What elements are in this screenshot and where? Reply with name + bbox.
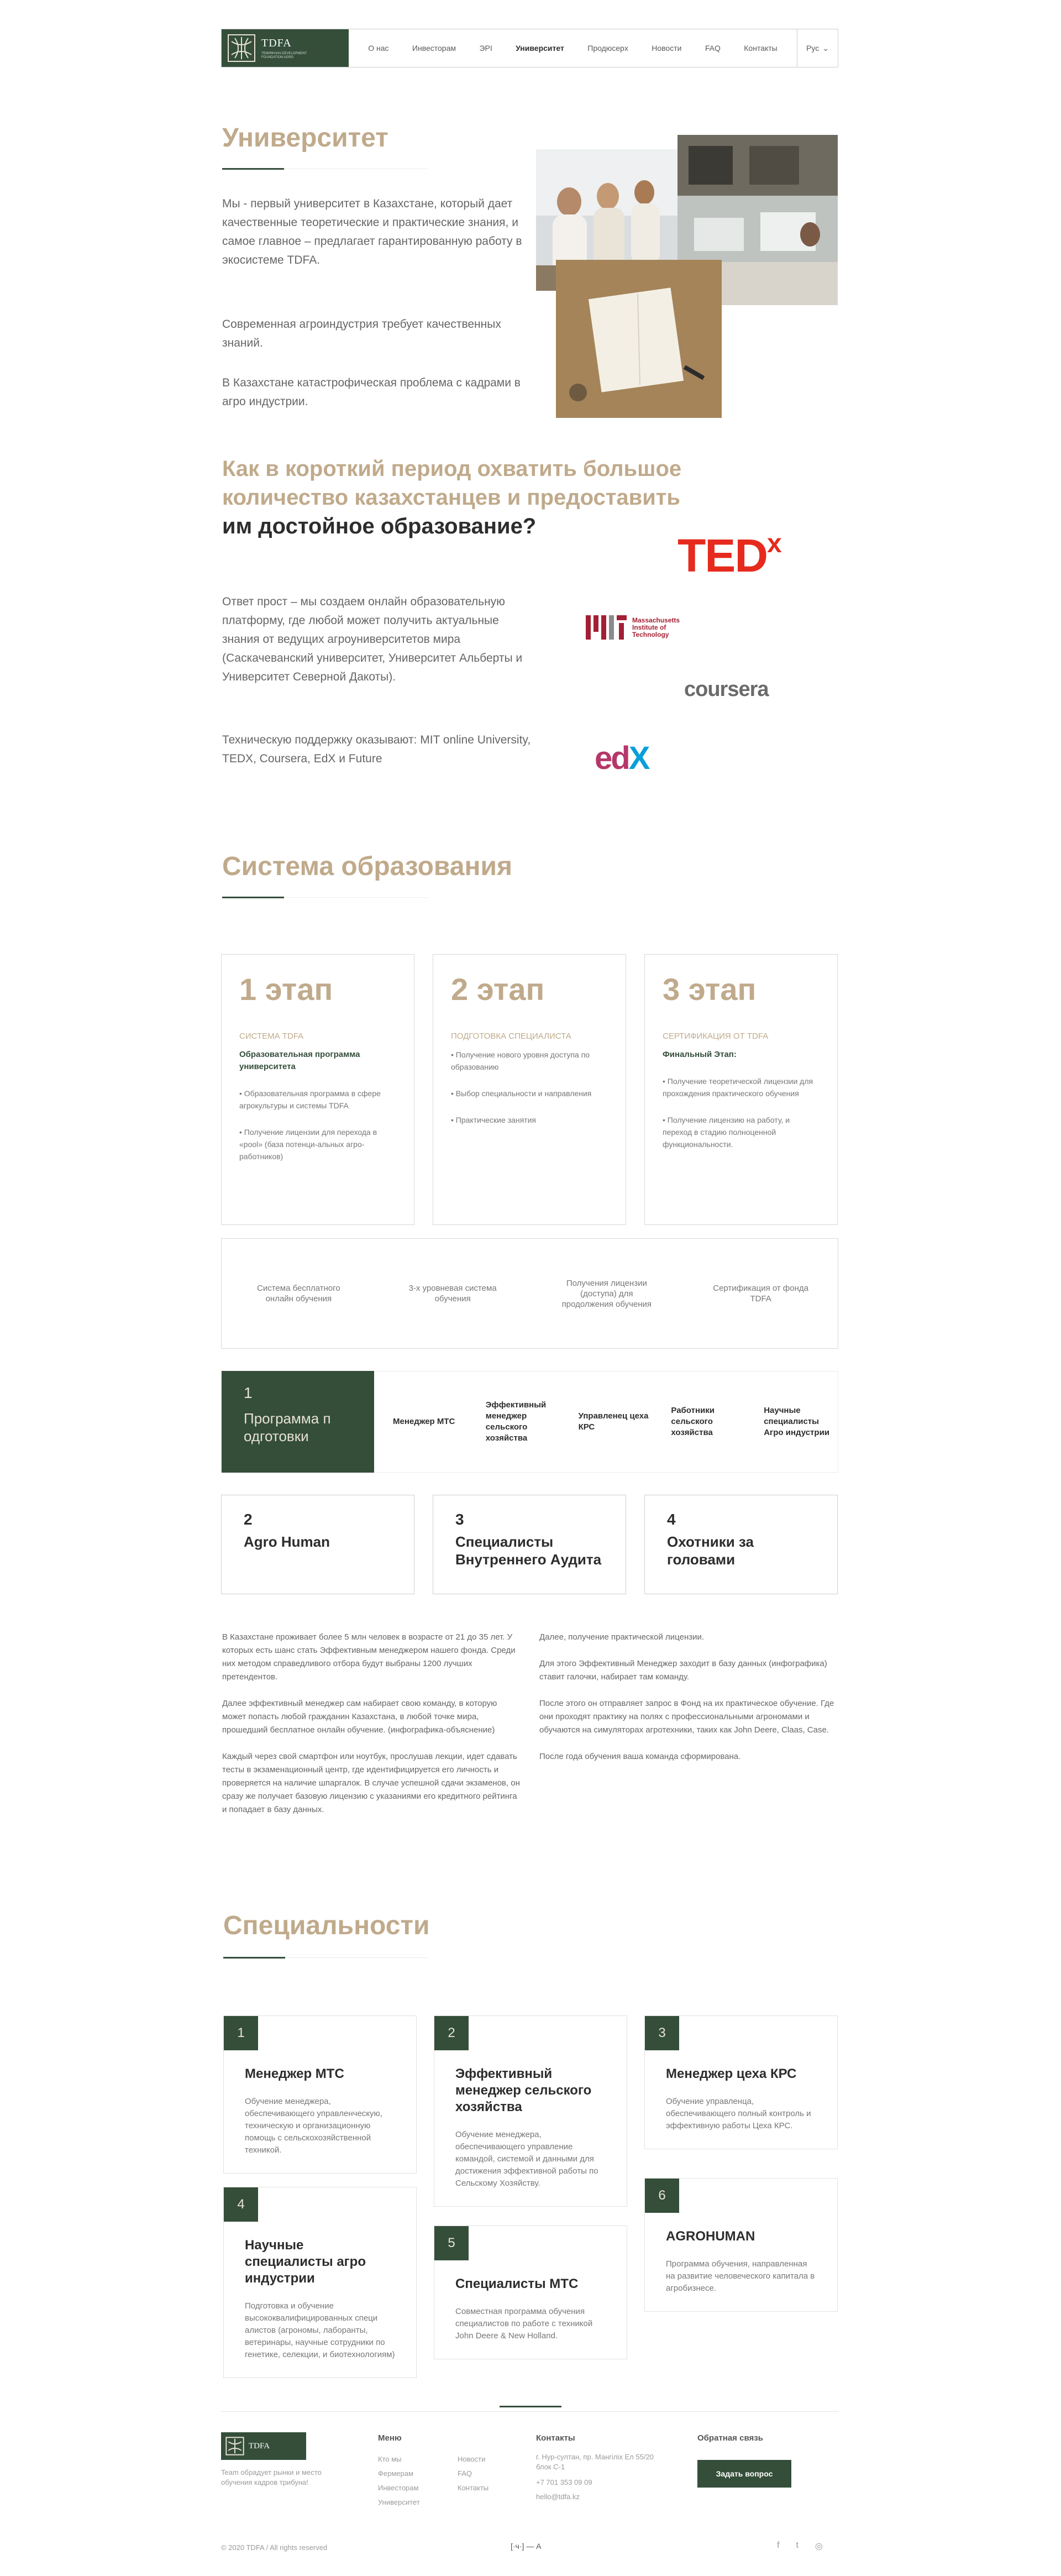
nav-faq[interactable]: FAQ (705, 44, 721, 53)
developer-mark[interactable]: [·ч·] — A (511, 2542, 542, 2551)
footer-phone[interactable]: +7 701 353 09 09 (536, 2478, 592, 2486)
stage-number: 2 этап (451, 972, 545, 1007)
speciality-title: Научные специалисты агро индустрии (245, 2238, 366, 2286)
footer-menu-col-2 (458, 2452, 489, 2495)
system-item: Получения лицензии (доступа) для продолжения обучения (561, 1278, 652, 1309)
program-card-3[interactable] (433, 1495, 626, 1594)
speciality-title: Менеджер цеха КРС (666, 2066, 797, 2081)
program-card-title: Охотники за головами (667, 1533, 754, 1568)
program-card-title: Специалисты Внутреннего Аудита (455, 1533, 602, 1568)
footer-feedback-title: Обратная связь (697, 2433, 763, 2443)
main-nav (349, 29, 797, 67)
specialities-underline-faint (285, 1957, 429, 1958)
footer-link[interactable]: Университет (378, 2498, 420, 2506)
education-system-box (221, 1238, 838, 1349)
program-card-title: Agro Human (244, 1533, 330, 1550)
speciality-title: Менеджер МТС (245, 2066, 344, 2081)
ask-question-button[interactable]: Задать вопрос (697, 2460, 791, 2488)
program-main-tab[interactable] (222, 1371, 374, 1473)
program-text-right (539, 1631, 838, 1763)
question-title-part1: Как в короткий период охватить большое количество казахстанцев и предоставить (222, 457, 682, 510)
speciality-description: Программа обучения, направленная на развитие человеческого капитала в агробизнесе. (666, 2259, 815, 2293)
speciality-description: Обучение менеджера, обеспечивающего управление командой, системой и данными для достижения эффективной работы по Сельскому Хозяйству. (455, 2130, 598, 2188)
footer-link[interactable]: Контакты (458, 2484, 489, 2492)
stage-category: СЕРТИФИКАЦИЯ ОТ TDFA (663, 1032, 769, 1041)
nav-about[interactable]: О нас (368, 44, 389, 53)
logo-subtitle: TEMIRKHAN DEVELOPMENT FOUNDATION AGRO (261, 51, 307, 59)
nav-university[interactable]: Университет (516, 44, 564, 53)
speciality-card-4[interactable] (223, 2187, 417, 2378)
footer-link[interactable]: FAQ (458, 2469, 472, 2478)
paragraph: Для этого Эффективный Менеджер заходит в базу данных (инфографика) ставит галочки, набирает там команду. (539, 1659, 827, 1682)
nav-investors[interactable]: Инвесторам (412, 44, 456, 53)
program-item: Эффективный менеджер сельского хозяйства (485, 1400, 547, 1443)
logo[interactable] (222, 29, 349, 67)
specialities-title: Специальности (223, 1911, 430, 1940)
speciality-description: Совместная программа обучения специалистов по работе с техникой John Deere & New Holland. (455, 2307, 593, 2341)
logo-mark-icon (227, 34, 256, 62)
program-card-number: 3 (455, 1511, 464, 1528)
university-text-1: Мы - первый университет в Казахстане, который дает качественные теоретические и практические знания, и самое главное – предлагает гарантированную работу в экосистеме TDFA. (222, 197, 522, 266)
university-title: Университет (222, 123, 388, 153)
footer-tagline: Team обрадует рынки и место обучения кадров трибуна! (221, 2468, 322, 2486)
program-title: Программа п одготовки (244, 1410, 331, 1444)
footer-link[interactable]: Новости (458, 2455, 486, 2463)
program-item: Научные специалисты Агро индустрии (764, 1406, 830, 1437)
question-title-part2: им достойное образование? (222, 514, 537, 538)
speciality-number: 5 (434, 2226, 469, 2260)
system-item: 3-х уровневая система обучения (408, 1284, 497, 1303)
question-title (222, 454, 697, 541)
copyright: © 2020 TDFA / All rights reserved (221, 2543, 328, 2552)
speciality-card-6[interactable] (644, 2178, 838, 2312)
speciality-number: 3 (645, 2016, 679, 2050)
speciality-number: 1 (224, 2016, 258, 2050)
footer-link[interactable]: Кто мы (378, 2455, 402, 2463)
speciality-description: Обучение менеджера, обеспечивающего управленческую, техническую и организационную помощь с сельскохозяйственной техникой. (245, 2097, 382, 2155)
footer-divider (221, 2411, 838, 2412)
twitter-icon[interactable]: t (796, 2541, 799, 2550)
university-text-3: В Казахстане катастрофическая проблема с кадрами в агро индустрии. (222, 376, 521, 408)
paragraph: Каждый через свой смартфон или ноутбук, прослушав лекции, идет сдавать тесты в экзаменационный центр, где идентифицируется его личность и проверяется на наличие шпаргалок. В случае успешной сдачи экзаменов, он сразу же получает базовую лицензию с указаниями его кредитного рейтинга и попадает в базу данных. (222, 1752, 520, 1814)
paragraph: Далее эффективный менеджер сам набирает свою команду, в которую может попасть любой гражданин Казахстана, в любой точке мира, прошедший бесплатное онлайн обучение. (инфографика-объяснение) (222, 1699, 497, 1735)
mit-logo: Massachusetts Institute of Technology (586, 614, 707, 641)
language-label: Рус (806, 44, 820, 53)
stage-item: • Получение теоретической лицензии для прохождения практического обучения (663, 1077, 813, 1098)
logo-title: TDFA (261, 36, 292, 49)
speciality-number: 6 (645, 2179, 679, 2213)
paragraph: После этого он отправляет запрос в Фонд на их практическое обучение. Где они проходят практику на полях с профессиональными агрономами и обучаются на симуляторах агротехники, таких как John Deere, Claas, Case. (539, 1699, 834, 1735)
edx-logo: ed X (595, 740, 650, 776)
footer-address: г. Нур-султан, пр. Мангіліх Ел 55/20 блок С-1 (536, 2453, 654, 2471)
speciality-card-1[interactable] (223, 2015, 417, 2174)
system-item: Сертификация от фонда TDFA (713, 1284, 808, 1303)
stage-item: • Образовательная программа в сфере агрокультуры и системы TDFA (239, 1089, 381, 1110)
speciality-number: 4 (224, 2187, 258, 2222)
nav-producers[interactable]: Продюсерx (587, 44, 628, 53)
stage-card-1 (221, 954, 414, 1225)
program-card-4[interactable] (644, 1495, 838, 1594)
footer-logo-mark-icon (225, 2437, 244, 2455)
chevron-down-icon: ⌄ (822, 43, 829, 53)
stage-category: ПОДГОТОВКА СПЕЦИАЛИСТА (451, 1032, 571, 1041)
university-text-2: Современная агроиндустрия требует качественных знаний. (222, 318, 501, 349)
stage-item: • Выбор специальности и направления (451, 1089, 592, 1098)
stage-item: • Получение лицензию на работу, и переход в стадию полноценной функциональности. (663, 1116, 790, 1149)
stage-number: 1 этап (239, 972, 333, 1007)
stage-item: • Получение лицензии для перехода в «pool» (база потенци-альных агро-работников) (239, 1128, 377, 1161)
speciality-title: Эффективный менеджер сельского хозяйства (455, 2066, 592, 2114)
speciality-card-2[interactable] (434, 2015, 627, 2207)
program-card-number: 4 (667, 1511, 676, 1528)
question-text-2: Техническую поддержку оказывают: MIT online University, TEDX, Coursera, EdX и Future (222, 734, 531, 765)
program-row (221, 1371, 838, 1473)
footer-logo[interactable] (221, 2432, 306, 2460)
program-text-left (222, 1631, 521, 1816)
stage-item: • Получение нового уровня доступа по образованию (451, 1050, 590, 1071)
top-header (221, 29, 838, 67)
footer-link[interactable]: Фермерам (378, 2469, 413, 2478)
footer-link[interactable]: Инвесторам (378, 2484, 419, 2492)
education-underline-faint (284, 897, 428, 898)
speciality-card-3[interactable] (644, 2015, 838, 2149)
stage-number: 3 этап (663, 972, 757, 1007)
footer-logo-title: TDFA (249, 2441, 270, 2451)
coursera-logo: coursera (684, 678, 769, 701)
speciality-title: AGROHUMAN (666, 2229, 755, 2244)
education-underline (222, 897, 284, 898)
education-title: Система образования (222, 852, 512, 881)
program-card-2[interactable] (221, 1495, 414, 1594)
footer-menu-title: Меню (378, 2433, 402, 2443)
stage-card-2 (433, 954, 626, 1225)
stage-category: СИСТЕМА TDFA (239, 1032, 304, 1041)
stage-item: • Практические занятия (451, 1116, 536, 1124)
footer-contacts-title: Контакты (536, 2433, 575, 2443)
nav-erp[interactable]: ЭРI (479, 44, 492, 53)
mit-mark-icon (586, 615, 627, 640)
system-item: Система бесплатного онлайн обучения (257, 1284, 340, 1303)
program-item: Управленец цеха КРС (578, 1411, 649, 1432)
speciality-description: Подготовка и обучение высококвалифицированных специ алистов (агрономы, лаборанты, ветеринары, научные сотрудники по генетике, селекции, и биотехнологиям) (245, 2301, 395, 2359)
stage-subtitle: Образовательная программа университета (239, 1050, 360, 1071)
program-number: 1 (244, 1384, 253, 1401)
tedx-logo: TED x (677, 529, 782, 582)
program-item: Работники сельского хозяйства (671, 1406, 715, 1437)
footer-accent-line (500, 2406, 561, 2407)
footer-email[interactable]: hello@tdfa.kz (536, 2493, 580, 2501)
question-text-1: Ответ прост – мы создаем онлайн образовательную платформу, где любой может получить актуальные знания от ведущих агроуниверситетов мира (Саскачеванский университет, Университет Альберты и Университет Северной Дакоты). (222, 595, 523, 683)
footer-contacts (536, 2452, 658, 2504)
paragraph: Далее, получение практической лицензии. (539, 1632, 705, 1642)
footer-menu-col-1 (378, 2452, 420, 2510)
university-underline (222, 168, 284, 170)
speciality-number: 2 (434, 2016, 469, 2050)
stage-card-3 (644, 954, 838, 1225)
specialities-underline (223, 1957, 285, 1959)
social-links (777, 2541, 823, 2552)
nav-contacts[interactable]: Контакты (744, 44, 778, 53)
paragraph: В Казахстане проживает более 5 млн человек в возрасте от 21 до 35 лет. У которых есть шанс стать Эффективным менеджером нашего фонда. Среди них методом справедливого отбора будут выбраны 1200 лучших претендентов. (222, 1632, 516, 1682)
program-item: Менеджер МТС (393, 1417, 455, 1426)
stage-subtitle: Финальный Этап: (663, 1050, 737, 1059)
paragraph: После года обучения ваша команда сформирована. (539, 1752, 741, 1761)
speciality-title: Специалисты МТС (455, 2276, 579, 2291)
language-select[interactable] (797, 29, 838, 67)
speciality-card-5[interactable] (434, 2226, 627, 2359)
program-card-number: 2 (244, 1511, 253, 1528)
nav-news[interactable]: Новости (652, 44, 682, 53)
speciality-description: Обучение управленца, обеспечивающего полный контроль и эффективную работы Цеха КРС. (666, 2097, 811, 2130)
instagram-icon[interactable]: ◎ (815, 2542, 823, 2551)
notebook-desk-photo (556, 260, 722, 418)
facebook-icon[interactable]: f (777, 2541, 780, 2550)
